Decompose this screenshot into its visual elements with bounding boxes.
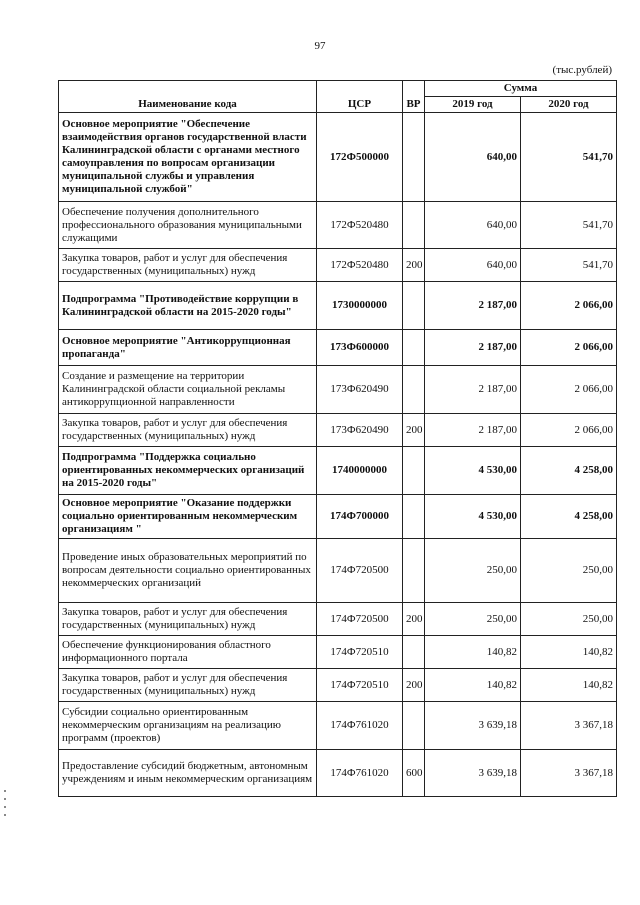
row-name-cell: Основное мероприятие "Обеспечение взаимодействия органов государственной власти Калининградской области с органами местного самоуправления по вопросам организации муниципальной службы и управления муниципальной службой": [59, 113, 317, 202]
row-2019-cell: 140,82: [425, 669, 521, 702]
row-csr-cell: 174Ф761020: [317, 750, 403, 797]
scan-margin-dots: [4, 790, 7, 822]
row-csr-cell: 173Ф600000: [317, 330, 403, 366]
row-vr-cell: [403, 447, 425, 495]
row-csr-cell: 174Ф720500: [317, 539, 403, 603]
row-2020-cell: 250,00: [521, 539, 617, 603]
table-row: [59, 495, 617, 539]
table-row: [59, 202, 617, 249]
row-2019-cell: 4 530,00: [425, 447, 521, 495]
row-csr-cell: 174Ф720510: [317, 669, 403, 702]
table-row: [59, 366, 617, 414]
header-2020: 2020 год: [521, 97, 617, 113]
table-row: [59, 539, 617, 603]
row-name-cell: Основное мероприятие "Антикоррупционная пропаганда": [59, 330, 317, 366]
row-2019-cell: 250,00: [425, 603, 521, 636]
row-2020-cell: 2 066,00: [521, 282, 617, 330]
row-2020-cell: 2 066,00: [521, 330, 617, 366]
row-csr-cell: 172Ф520480: [317, 202, 403, 249]
table-body: [59, 113, 617, 797]
row-csr-cell: 174Ф700000: [317, 495, 403, 539]
header-name: Наименование кода: [59, 81, 317, 113]
row-2019-cell: 640,00: [425, 113, 521, 202]
row-2020-cell: 3 367,18: [521, 702, 617, 750]
row-vr-cell: [403, 330, 425, 366]
row-name-cell: Закупка товаров, работ и услуг для обеспечения государственных (муниципальных) нужд: [59, 414, 317, 447]
row-csr-cell: 174Ф720510: [317, 636, 403, 669]
row-name-cell: Подпрограмма "Поддержка социально ориентированных некоммерческих организаций на 2015-2020 годы": [59, 447, 317, 495]
header-csr: ЦСР: [317, 81, 403, 113]
row-vr-cell: [403, 636, 425, 669]
row-vr-cell: [403, 539, 425, 603]
row-vr-cell: 200: [403, 603, 425, 636]
row-name-cell: Закупка товаров, работ и услуг для обеспечения государственных (муниципальных) нужд: [59, 249, 317, 282]
table-row: [59, 282, 617, 330]
budget-table: [58, 80, 617, 797]
row-name-cell: Обеспечение функционирования областного информационного портала: [59, 636, 317, 669]
row-2019-cell: 2 187,00: [425, 366, 521, 414]
table-row: [59, 113, 617, 202]
table-row: [59, 702, 617, 750]
row-name-cell: Основное мероприятие "Оказание поддержки социально ориентированным некоммерческим организациям ": [59, 495, 317, 539]
row-2019-cell: 2 187,00: [425, 282, 521, 330]
row-2019-cell: 2 187,00: [425, 330, 521, 366]
row-name-cell: Закупка товаров, работ и услуг для обеспечения государственных (муниципальных) нужд: [59, 603, 317, 636]
row-2019-cell: 3 639,18: [425, 750, 521, 797]
table-row: [59, 414, 617, 447]
row-csr-cell: 1730000000: [317, 282, 403, 330]
row-name-cell: Проведение иных образовательных мероприятий по вопросам деятельности социально ориентированных некоммерческих организаций: [59, 539, 317, 603]
row-csr-cell: 172Ф500000: [317, 113, 403, 202]
row-csr-cell: 174Ф720500: [317, 603, 403, 636]
row-csr-cell: 174Ф761020: [317, 702, 403, 750]
table-row: [59, 636, 617, 669]
row-2019-cell: 640,00: [425, 202, 521, 249]
row-csr-cell: 173Ф620490: [317, 366, 403, 414]
row-vr-cell: [403, 113, 425, 202]
row-name-cell: Обеспечение получения дополнительного профессионального образования муниципальными служащими: [59, 202, 317, 249]
table-row: [59, 603, 617, 636]
table-row: [59, 750, 617, 797]
row-2019-cell: 140,82: [425, 636, 521, 669]
row-2020-cell: 3 367,18: [521, 750, 617, 797]
row-2020-cell: 4 258,00: [521, 495, 617, 539]
row-name-cell: Субсидии социально ориентированным некоммерческим организациям на реализацию программ (проектов): [59, 702, 317, 750]
table-row: [59, 249, 617, 282]
row-csr-cell: 1740000000: [317, 447, 403, 495]
row-name-cell: Создание и размещение на территории Калининградской области социальной рекламы антикоррупционной направленности: [59, 366, 317, 414]
row-vr-cell: 200: [403, 669, 425, 702]
row-2020-cell: 541,70: [521, 202, 617, 249]
row-vr-cell: 600: [403, 750, 425, 797]
row-2019-cell: 640,00: [425, 249, 521, 282]
row-2020-cell: 541,70: [521, 113, 617, 202]
row-vr-cell: [403, 202, 425, 249]
table-row: [59, 330, 617, 366]
row-2020-cell: 541,70: [521, 249, 617, 282]
row-name-cell: Подпрограмма "Противодействие коррупции в Калининградской области на 2015-2020 годы": [59, 282, 317, 330]
header-sum: Сумма: [425, 81, 617, 97]
row-2019-cell: 2 187,00: [425, 414, 521, 447]
row-2019-cell: 4 530,00: [425, 495, 521, 539]
row-csr-cell: 173Ф620490: [317, 414, 403, 447]
row-2020-cell: 2 066,00: [521, 414, 617, 447]
row-2020-cell: 4 258,00: [521, 447, 617, 495]
row-csr-cell: 172Ф520480: [317, 249, 403, 282]
page-number: 97: [314, 40, 326, 52]
row-vr-cell: [403, 366, 425, 414]
row-2019-cell: 3 639,18: [425, 702, 521, 750]
row-name-cell: Закупка товаров, работ и услуг для обеспечения государственных (муниципальных) нужд: [59, 669, 317, 702]
row-vr-cell: [403, 495, 425, 539]
header-vr: ВР: [403, 81, 425, 113]
row-2020-cell: 2 066,00: [521, 366, 617, 414]
table-row: [59, 447, 617, 495]
table-row: [59, 669, 617, 702]
row-vr-cell: [403, 282, 425, 330]
header-2019: 2019 год: [425, 97, 521, 113]
row-vr-cell: 200: [403, 249, 425, 282]
row-2020-cell: 140,82: [521, 669, 617, 702]
row-name-cell: Предоставление субсидий бюджетным, автономным учреждениям и иным некоммерческим организациям: [59, 750, 317, 797]
row-vr-cell: [403, 702, 425, 750]
row-2020-cell: 140,82: [521, 636, 617, 669]
row-vr-cell: 200: [403, 414, 425, 447]
row-2020-cell: 250,00: [521, 603, 617, 636]
row-2019-cell: 250,00: [425, 539, 521, 603]
units-label: (тыс.рублей): [552, 64, 612, 76]
